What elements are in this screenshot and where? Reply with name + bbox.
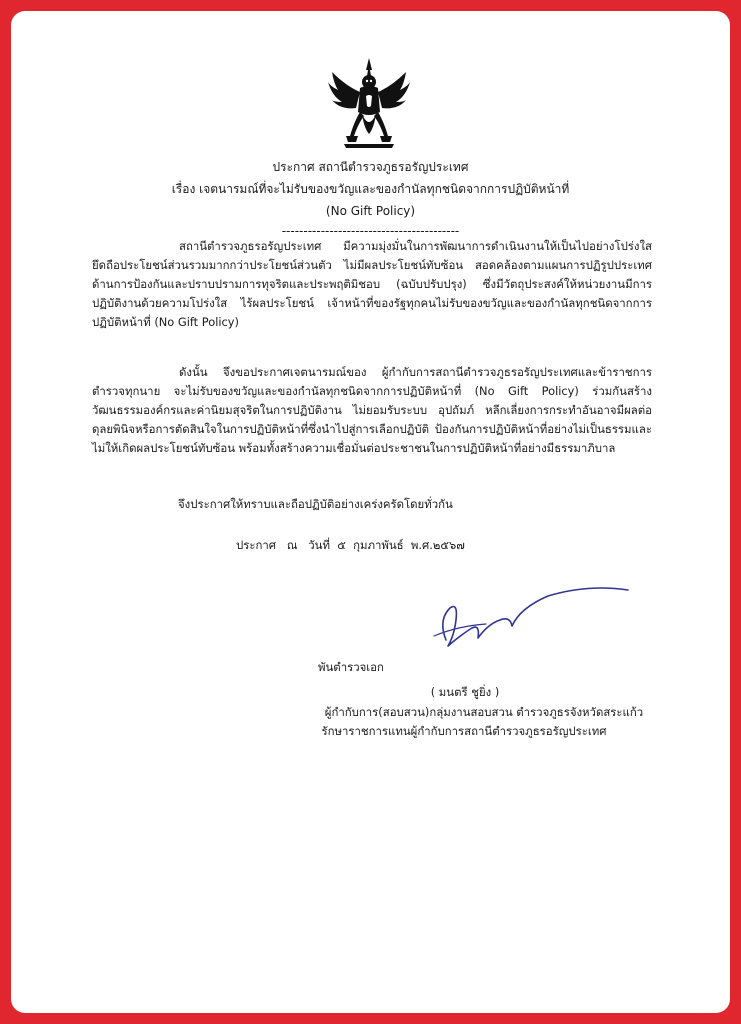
garuda-emblem-icon: [326, 56, 412, 152]
policy-name: (No Gift Policy): [325, 204, 416, 218]
signatory-name: ( มนตรี ชูยิ่ง ): [430, 685, 500, 699]
signatory-rank: พันตำรวจเอก: [318, 660, 384, 674]
announcement-subject: เรื่อง เจตนารมณ์ที่จะไม่รับของขวัญและของกำนัลทุกชนิดจากการปฏิบัติหน้าที่: [171, 182, 570, 196]
signatory-position: ผู้กำกับการ(สอบสวน)กลุ่มงานสอบสวน ตำรวจภูธรจังหวัดสระแก้ว: [324, 705, 644, 719]
signatory-acting-position: รักษาราชการแทนผู้กำกับการสถานีตำรวจภูธรอรัญประเทศ: [321, 724, 607, 738]
paragraph-closing: จึงประกาศให้ทราบและถือปฏิบัติอย่างเคร่งครัดโดยทั่วกัน: [178, 497, 453, 511]
paragraph-intro: สถานีตำรวจภูธรอรัญประเทศ มีความมุ่งมั่นในการพัฒนาการดำเนินงานให้เป็นไปอย่างโปร่งใส ยึดถือประโยชน์ส่วนรวมมากกว่าประโยชน์ส่วนตัว ไม่มีผลประโยชน์ทับซ้อน สอดคล้องตามแผนการปฏิรูปประเทศด้านการป้องกันและปราบปรามการทุจริตและประพฤติมิชอบ (ฉบับปรับปรุง) ซึ่งมีวัตถุประสงค์ให้หน่วยงานมีการปฏิบัติงานด้วยความโปร่งใส ไร้ผลประโยชน์ เจ้าหน้าที่ของรัฐทุกคนไม่รับของขวัญและของกำนัลทุกชนิดจากการปฏิบัติหน้าที่ (No Gift Policy): [92, 239, 652, 329]
separator-line: -----------------------------------------: [281, 224, 460, 238]
handwritten-signature: [428, 580, 638, 655]
announcement-date: ประกาศ ณ วันที่ ๕ กุมภาพันธ์ พ.ศ.๒๕๖๗: [236, 538, 465, 552]
paragraph-declaration: ดังนั้น จึงขอประกาศเจตนารมณ์ของ ผู้กำกับการสถานีตำรวจภูธรอรัญประเทศและข้าราชการตำรวจทุกนาย จะไม่รับของขวัญและของกำนัลทุกชนิดจากการปฏิบัติหน้าที่ (No Gift Policy) ร่วมกันสร้างวัฒนธรรมองค์กรและค่านิยมสุจริตในการปฏิบัติงาน ไม่ยอมรับระบบ อุปถัมภ์ หลีกเลี่ยงการกระทำอันอาจมีผลต่อดุลยพินิจหรือการตัดสินใจในการปฏิบัติหน้าที่ซึ่งนำไปสู่การเลือกปฏิบัติ ป้องกันการปฏิบัติหน้าที่อย่างไม่เป็นธรรมและไม่ให้เกิดผลประโยชน์ทับซ้อน พร้อมทั้งสร้างความเชื่อมั่นต่อประชาชนในการปฏิบัติหน้าที่อย่างมีธรรมาภิบาล: [92, 365, 652, 455]
announcement-heading: ประกาศ สถานีตำรวจภูธรอรัญประเทศ: [272, 160, 469, 174]
